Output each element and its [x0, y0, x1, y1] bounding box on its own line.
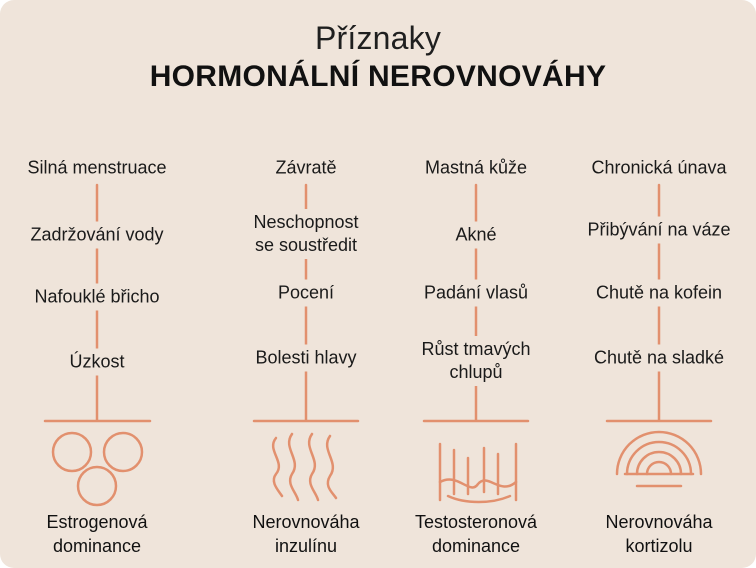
col3-label-line2: dominance: [431, 536, 521, 556]
col4-symptom-4: Chutě na sladké: [569, 345, 749, 372]
col3-label: [386, 510, 566, 558]
title-line-2: HORMONÁLNÍ NEROVNOVÁHY: [149, 60, 607, 93]
col4-label-line1: Nerovnováha: [605, 512, 713, 532]
col1-symptom-2: Zadržování vody: [7, 222, 187, 249]
three-circles-icon: [53, 433, 142, 505]
col1-label-line1: Estrogenová: [46, 512, 148, 532]
title-line-1: Příznaky: [314, 20, 442, 56]
col4-label: [569, 510, 749, 558]
col1-symptom-3: Nafouklé břicho: [7, 284, 187, 311]
col1-symptom-1: Silná menstruace: [7, 155, 187, 182]
col2-symptom-2: Neschopnost se soustředit: [246, 209, 366, 259]
wavy-lines-icon: [273, 434, 336, 500]
col4-symptom-3: Chutě na kofein: [569, 280, 749, 307]
col4-label-line2: kortizolu: [625, 536, 693, 556]
hair-follicles-icon: [440, 444, 516, 502]
col4-symptom-2: Přibývání na váze: [569, 217, 749, 244]
concentric-arcs-icon: [617, 432, 701, 486]
col2-symptom-4: Bolesti hlavy: [216, 345, 396, 372]
col2-label-line2: inzulínu: [274, 536, 338, 556]
col2-symptom-1: Závratě: [216, 155, 396, 182]
col1-label-line2: dominance: [52, 536, 142, 556]
col1-label: [7, 510, 187, 558]
col4-symptom-1: Chronická únava: [569, 155, 749, 182]
col3-symptom-4: Růst tmavých chlupů: [411, 336, 541, 386]
col2-label-line1: Nerovnováha: [252, 512, 360, 532]
col2-label: [216, 510, 396, 558]
col3-label-line1: Testosteronová: [414, 512, 538, 532]
col3-symptom-2: Akné: [386, 222, 566, 249]
col3-symptom-3: Padání vlasů: [386, 280, 566, 307]
col3-symptom-1: Mastná kůže: [386, 155, 566, 182]
col1-symptom-4: Úzkost: [7, 349, 187, 376]
col2-symptom-3: Pocení: [216, 280, 396, 307]
